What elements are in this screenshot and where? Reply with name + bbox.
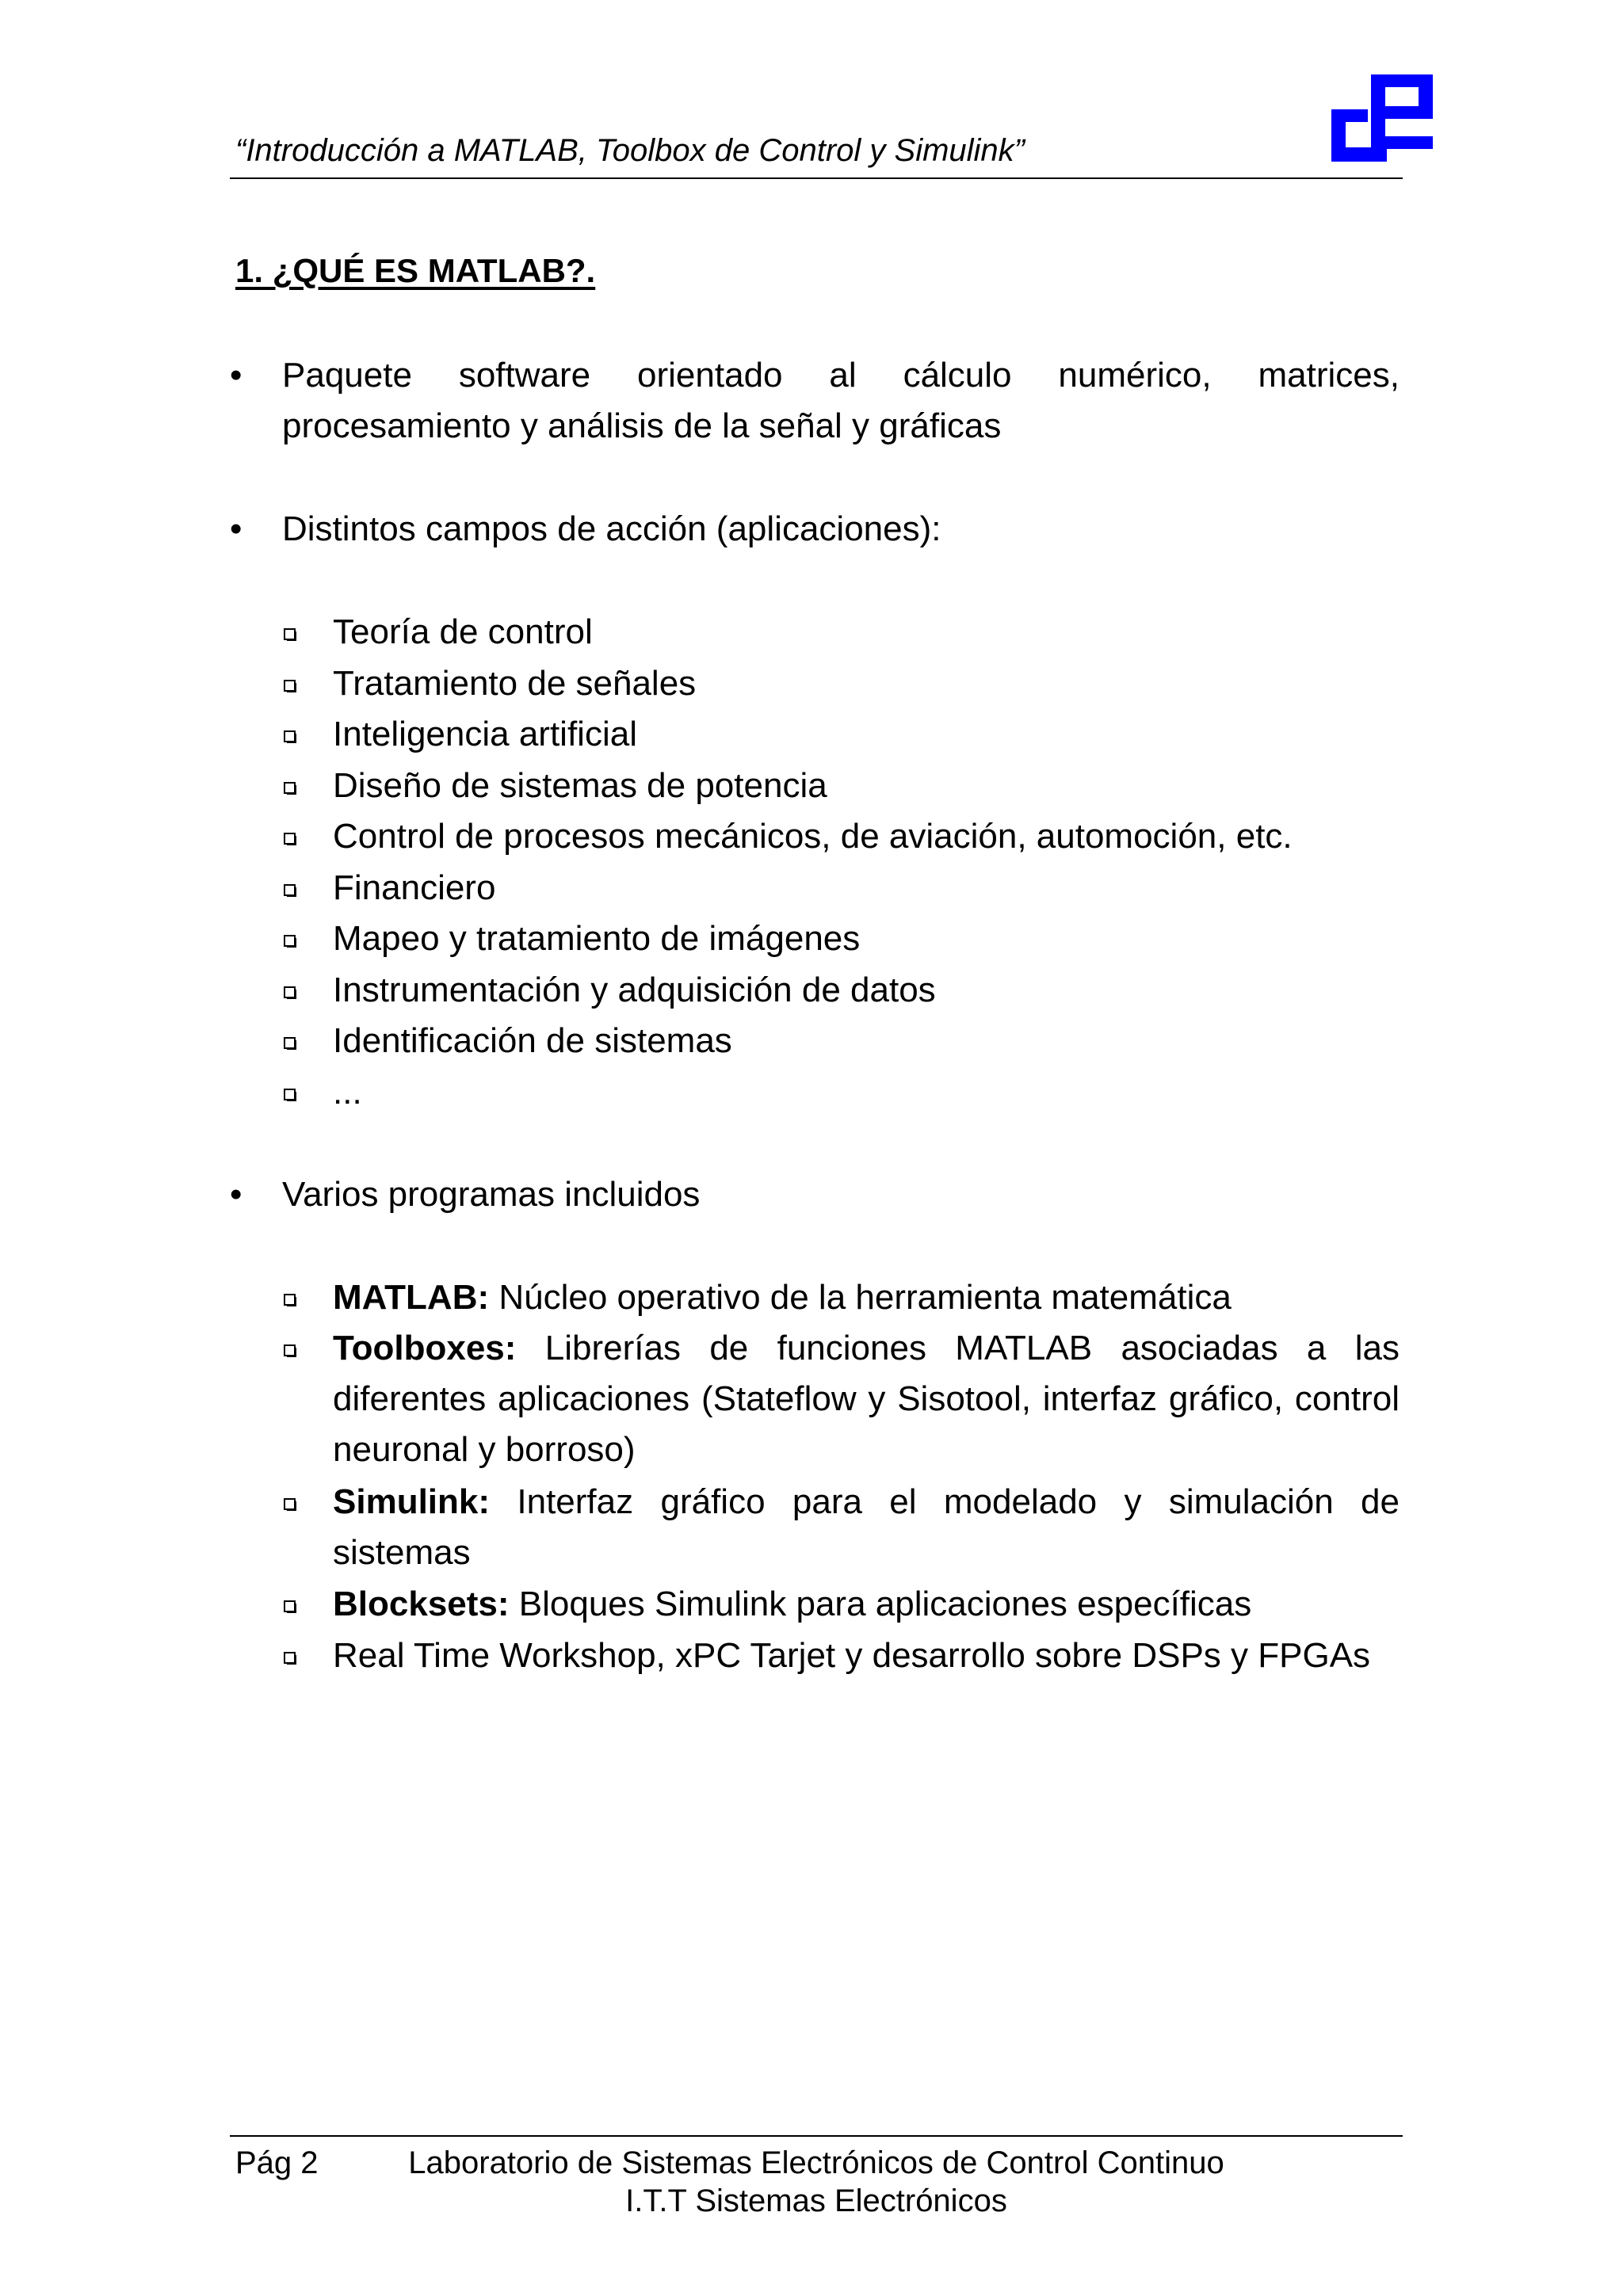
program-label: Blocksets:	[333, 1585, 510, 1623]
bullet-dot: •	[230, 509, 242, 548]
checkbox-square-icon	[284, 830, 300, 846]
document-header-title: “Introducción a MATLAB, Toolbox de Control y Simulink”	[235, 133, 1025, 168]
checkbox-square-icon	[284, 1496, 300, 1512]
bullet-text-3: Varios programas incluidos	[282, 1175, 701, 1214]
checkbox-square-icon	[284, 1650, 300, 1665]
checkbox-square-icon	[284, 1598, 300, 1614]
header-divider	[230, 177, 1403, 179]
program-description: Real Time Workshop, xPC Tarjet y desarrollo sobre DSPs y FPGAs	[333, 1636, 1371, 1675]
application-item: Financiero	[333, 868, 496, 907]
checkbox-square-icon	[284, 728, 300, 744]
checkbox-square-icon	[284, 780, 300, 795]
bullet-text-2: Distintos campos de acción (aplicaciones):	[282, 509, 941, 548]
application-item: Control de procesos mecánicos, de aviación, automoción, etc.	[333, 817, 1293, 856]
checkbox-square-icon	[284, 1291, 300, 1307]
checkbox-square-icon	[284, 1342, 300, 1358]
application-item: Inteligencia artificial	[333, 715, 637, 753]
program-label: MATLAB:	[333, 1278, 490, 1317]
section-title: 1. ¿QUÉ ES MATLAB?.	[235, 252, 596, 289]
application-item: Mapeo y tratamiento de imágenes	[333, 919, 861, 958]
checkbox-square-icon	[284, 1086, 300, 1102]
application-item: Identificación de sistemas	[333, 1021, 732, 1060]
program-item	[333, 1323, 1400, 1475]
program-description: Núcleo operativo de la herramienta matemática	[489, 1278, 1232, 1317]
checkbox-square-icon	[284, 626, 300, 642]
checkbox-square-icon	[284, 882, 300, 898]
checkbox-square-icon	[284, 677, 300, 693]
program-item	[333, 1579, 1400, 1630]
application-item: Teoría de control	[333, 612, 593, 651]
application-item: ...	[333, 1072, 362, 1112]
application-item: Diseño de sistemas de potencia	[333, 765, 827, 805]
footer-line-1: Laboratorio de Sistemas Electrónicos de Control Continuo	[408, 2145, 1224, 2180]
program-item	[333, 1272, 1400, 1323]
checkbox-square-icon	[284, 984, 300, 1000]
program-item	[333, 1630, 1400, 1681]
footer-divider	[230, 2135, 1403, 2137]
footer-line-2: I.T.T Sistemas Electrónicos	[625, 2183, 1007, 2218]
bullet-dot: •	[230, 1175, 242, 1214]
bullet-dot: •	[230, 356, 242, 395]
application-item: Instrumentación y adquisición de datos	[333, 970, 936, 1009]
program-item	[333, 1477, 1400, 1578]
dee-logo-icon	[1325, 68, 1444, 171]
program-description: Interfaz gráfico para el modelado y simulación de sistemas	[333, 1482, 1400, 1572]
program-description: Bloques Simulink para aplicaciones específicas	[509, 1585, 1252, 1623]
checkbox-square-icon	[284, 933, 300, 948]
checkbox-square-icon	[284, 1035, 300, 1051]
page-number: Pág 2	[235, 2145, 319, 2180]
program-label: Toolboxes:	[333, 1329, 517, 1367]
application-item: Tratamiento de señales	[333, 663, 697, 703]
program-label: Simulink:	[333, 1482, 491, 1521]
program-description: Librerías de funciones MATLAB asociadas a las diferentes aplicaciones (Stateflow y Sisotool, interfaz gráfico, control neuronal y borroso)	[333, 1329, 1400, 1469]
bullet-text-1: Paquete software orientado al cálculo numérico, matrices, procesamiento y análisis de la señal y gráficas	[282, 356, 1400, 445]
